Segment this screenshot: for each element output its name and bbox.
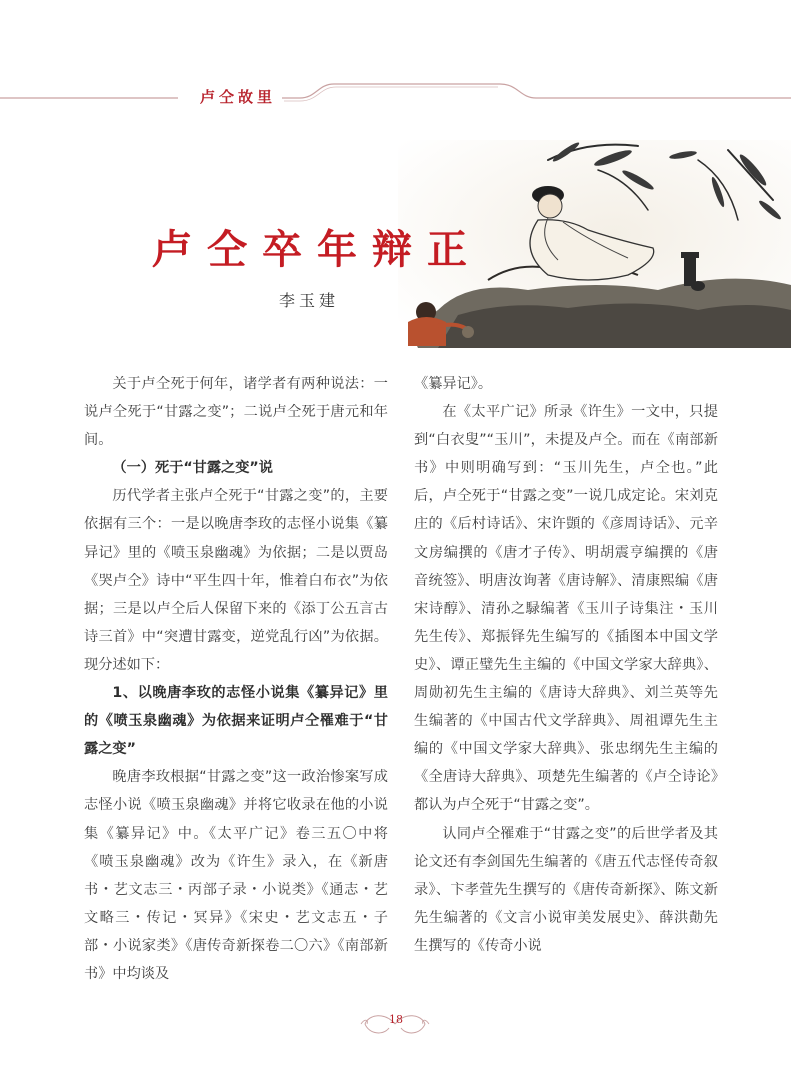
header-rule [0, 0, 791, 120]
paragraph: 《纂异记》。 [414, 376, 493, 392]
left-column [84, 370, 388, 988]
section-tag: 卢仝故里 [200, 88, 277, 106]
article-title: 卢仝卒年辩正 [152, 226, 482, 273]
section-heading: （一）死于“甘露之变”说 [112, 460, 273, 477]
page-number: 18 [389, 1013, 403, 1026]
paragraph: 历代学者主张卢仝死于“甘露之变”的，主要依据有三个：一是以晚唐李玫的志怪小说集《纂异记》里的《喷玉泉幽魂》为依据；二是以贾岛《哭卢仝》诗中“平生四十年，惟着白布衣”为依据；三是以卢仝后人保留下来的《添丁公五言古诗三首》中“突遭甘露变，逆党乱行凶”为依据。现分述如下： [84, 488, 388, 673]
paragraph: 认同卢仝罹难于“甘露之变”的后世学者及其论文还有李剑国先生编著的《唐五代志怪传奇叙录》、卞孝萱先生撰写的《唐传奇新探》、陈文新先生编著的《文言小说审美发展史》、薛洪勣先生撰写的《传奇小说 [414, 825, 718, 954]
paragraph: 关于卢仝死于何年，诸学者有两种说法：一说卢仝死于“甘露之变”；二说卢仝死于唐元和年间。 [84, 376, 388, 449]
paragraph: 晚唐李玫根据“甘露之变”这一政治惨案写成志怪小说《喷玉泉幽魂》并将它收录在他的小说集《纂异记》中。《太平广记》卷三五〇中将《喷玉泉幽魂》改为《许生》录入，在《新唐书・艺文志三・丙部子录・小说类》《通志・艺文略三・传记・冥异》《宋史・艺文志五・子部・小说家类》《唐传奇新探卷二〇六》《南部新书》中均谈及 [84, 769, 388, 982]
subsection-heading: 1、以晚唐李玫的志怪小说集《纂异记》里的《喷玉泉幽魂》为依据来证明卢仝罹难于“甘露之变” [84, 685, 388, 758]
paragraph: 在《太平广记》所录《许生》一文中，只提到“白衣叟”“玉川”，未提及卢仝。而在《南部新书》中则明确写到：“玉川先生，卢仝也。”此后，卢仝死于“甘露之变”一说几成定论。宋刘克庄的《后村诗话》、宋许顗的《彦周诗话》、元辛文房编撰的《唐才子传》、明胡震亨编撰的《唐音统签》、明唐汝询著《唐诗解》、清康熙编《唐宋诗醇》、清孙之騄编著《玉川子诗集注・玉川先生传》、郑振铎先生编写的《插图本中国文学史》、谭正璧先生主编的《中国文学家大辞典》、周勋初先生主编的《唐诗大辞典》、刘兰英等先生编著的《中国古代文学辞典》、周祖谭先生主编的《中国文学家大辞典》、张忠纲先生主编的《全唐诗大辞典》、项楚先生编著的《卢仝诗论》都认为卢仝死于“甘露之变”。 [414, 404, 718, 814]
right-column [414, 370, 718, 960]
article-author: 李玉建 [279, 291, 340, 310]
